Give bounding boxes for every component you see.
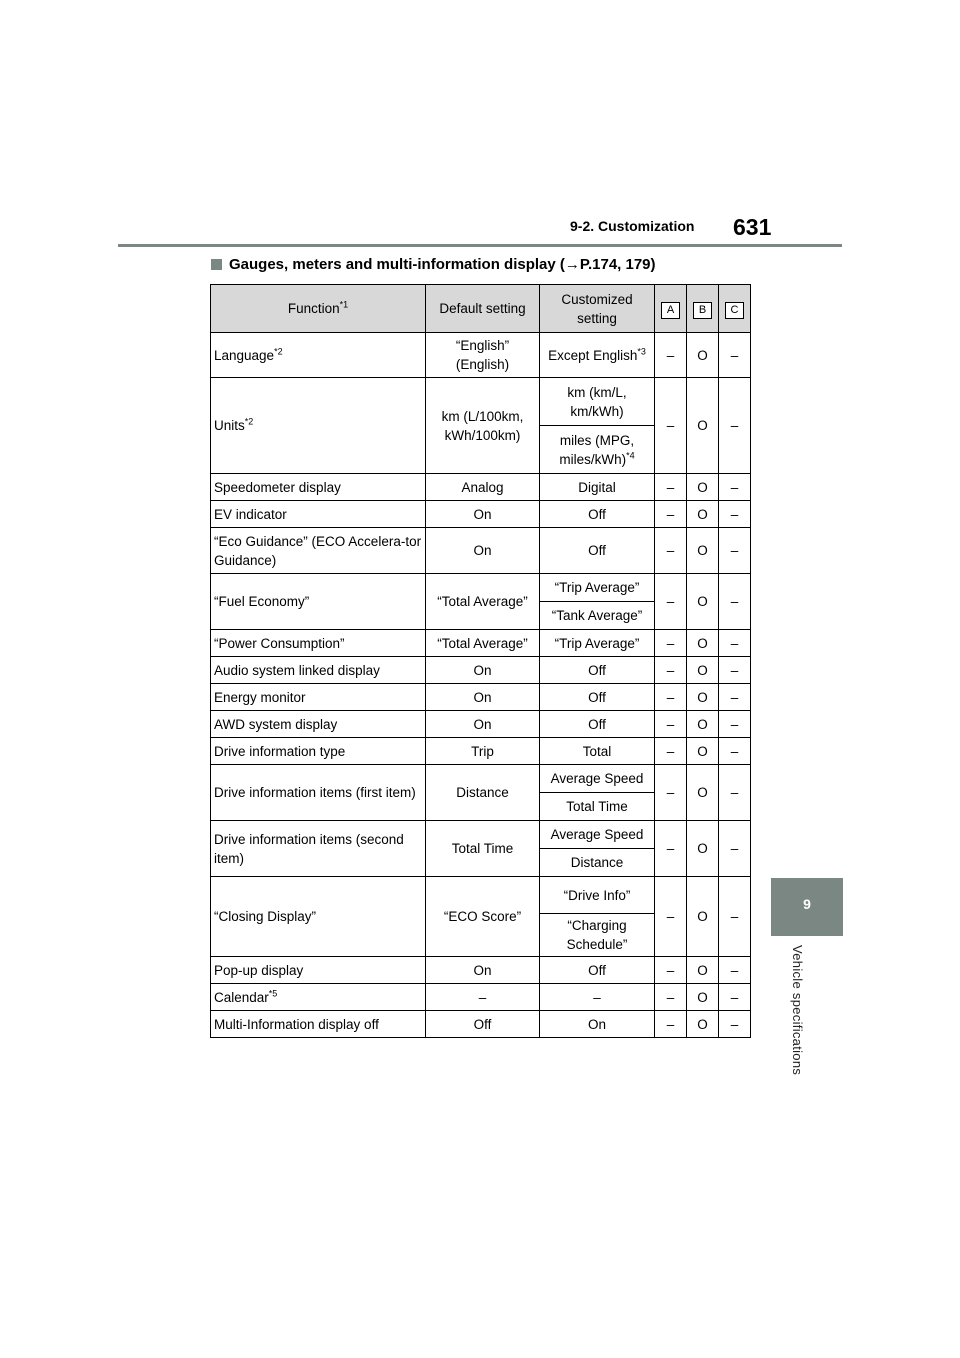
cell-default: On — [426, 684, 540, 711]
xref-arrow-icon: → — [564, 256, 580, 273]
cell-function: “Power Consumption” — [211, 630, 426, 657]
cell-b: O — [687, 711, 719, 738]
cell-a: – — [655, 333, 687, 378]
cell-b: O — [687, 684, 719, 711]
cell-default: Distance — [426, 765, 540, 821]
table-header-row — [211, 285, 751, 333]
cell-b: O — [687, 333, 719, 378]
table-row — [211, 711, 751, 738]
cell-c: – — [719, 1011, 751, 1038]
table-row — [211, 474, 751, 501]
cell-a: – — [655, 1011, 687, 1038]
cell-function: “Closing Display” — [211, 877, 426, 957]
cell-customized: On — [540, 1011, 655, 1038]
cell-customized: Off — [540, 711, 655, 738]
cell-a: – — [655, 630, 687, 657]
cell-a: – — [655, 378, 687, 474]
cell-c: – — [719, 333, 751, 378]
cell-b: O — [687, 877, 719, 957]
page-number: 631 — [733, 214, 772, 240]
cell-customized: Off — [540, 528, 655, 574]
cell-b: O — [687, 630, 719, 657]
heading-page-ref[interactable]: P.174, 179) — [579, 256, 656, 273]
table-row — [211, 765, 751, 793]
table-row — [211, 877, 751, 914]
cell-function: Drive information items (first item) — [211, 765, 426, 821]
cell-default: – — [426, 984, 540, 1011]
cell-b: O — [687, 657, 719, 684]
section-title: 9-2. Customization — [570, 218, 695, 234]
cell-a: – — [655, 574, 687, 630]
cell-customized: – — [540, 984, 655, 1011]
cell-default: On — [426, 957, 540, 984]
cell-customized: Average Speed — [540, 765, 655, 793]
cell-c: – — [719, 378, 751, 474]
cell-customized: Off — [540, 957, 655, 984]
cell-b: O — [687, 474, 719, 501]
cell-c: – — [719, 821, 751, 877]
cell-default: “English” (English) — [426, 333, 540, 378]
cell-a: – — [655, 738, 687, 765]
cell-a: – — [655, 684, 687, 711]
heading-bullet-icon — [211, 259, 222, 270]
cell-a: – — [655, 877, 687, 957]
cell-c: – — [719, 765, 751, 821]
cell-c: – — [719, 877, 751, 957]
cell-a: – — [655, 501, 687, 528]
table-row — [211, 630, 751, 657]
cell-customized: Digital — [540, 474, 655, 501]
cell-customized: Off — [540, 501, 655, 528]
chapter-title: Vehicle specifications — [790, 945, 805, 1076]
cell-b: O — [687, 984, 719, 1011]
cell-function: Pop-up display — [211, 957, 426, 984]
cell-a: – — [655, 765, 687, 821]
cell-c: – — [719, 474, 751, 501]
table-row — [211, 821, 751, 849]
cell-b: O — [687, 765, 719, 821]
header-divider — [118, 244, 842, 247]
table-row — [211, 984, 751, 1011]
cell-default: “Total Average” — [426, 630, 540, 657]
heading-text: Gauges, meters and multi-information display ( — [229, 256, 565, 273]
cell-b: O — [687, 501, 719, 528]
cell-b: O — [687, 378, 719, 474]
cell-default: “ECO Score” — [426, 877, 540, 957]
cell-function: Calendar$^{*5}$ — [211, 984, 426, 1011]
cell-customized: “Trip Average” — [540, 630, 655, 657]
table-row — [211, 528, 751, 574]
cell-a: – — [655, 984, 687, 1011]
cell-default: Total Time — [426, 821, 540, 877]
cell-c: – — [719, 738, 751, 765]
cell-customized: Total Time — [540, 793, 655, 821]
section-heading — [211, 256, 656, 273]
cell-c: – — [719, 528, 751, 574]
table-row — [211, 657, 751, 684]
cell-function: EV indicator — [211, 501, 426, 528]
cell-customized: km (km/L, km/kWh) — [540, 378, 655, 426]
cell-function: Language$^{*2}$ — [211, 333, 426, 378]
cell-a: – — [655, 711, 687, 738]
chapter-tab — [771, 878, 843, 936]
col-header-default: Default setting — [426, 285, 540, 333]
cell-c: – — [719, 501, 751, 528]
cell-function: Audio system linked display — [211, 657, 426, 684]
table-row — [211, 957, 751, 984]
cell-function: Drive information type — [211, 738, 426, 765]
cell-customized: Average Speed — [540, 821, 655, 849]
cell-customized: Off — [540, 657, 655, 684]
table-body — [211, 333, 751, 1038]
cell-default: “Total Average” — [426, 574, 540, 630]
cell-function: “Fuel Economy” — [211, 574, 426, 630]
cell-a: – — [655, 474, 687, 501]
cell-customized: Total — [540, 738, 655, 765]
cell-b: O — [687, 574, 719, 630]
cell-function: Speedometer display — [211, 474, 426, 501]
cell-c: – — [719, 957, 751, 984]
cell-customized: “Trip Average” — [540, 574, 655, 602]
cell-a: – — [655, 821, 687, 877]
cell-function: AWD system display — [211, 711, 426, 738]
cell-c: – — [719, 630, 751, 657]
cell-b: O — [687, 957, 719, 984]
cell-c: – — [719, 684, 751, 711]
cell-b: O — [687, 821, 719, 877]
col-header-c: C — [719, 285, 751, 333]
cell-a: – — [655, 657, 687, 684]
table-row — [211, 684, 751, 711]
col-header-b: B — [687, 285, 719, 333]
cell-function: Drive information items (second item) — [211, 821, 426, 877]
table-row — [211, 501, 751, 528]
cell-c: – — [719, 711, 751, 738]
cell-customized: miles (MPG, miles/kWh)$^{*4}$ — [540, 426, 655, 474]
table-row — [211, 333, 751, 378]
cell-default: km (L/100km, kWh/100km) — [426, 378, 540, 474]
cell-c: – — [719, 984, 751, 1011]
cell-customized: Distance — [540, 849, 655, 877]
col-header-a: A — [655, 285, 687, 333]
cell-function: Units$^{*2}$ — [211, 378, 426, 474]
cell-customized: “Drive Info” — [540, 877, 655, 914]
cell-default: Off — [426, 1011, 540, 1038]
customization-table — [210, 284, 751, 1038]
cell-function: “Eco Guidance” (ECO Accelera-tor Guidance) — [211, 528, 426, 574]
cell-default: Analog — [426, 474, 540, 501]
table-row — [211, 574, 751, 602]
cell-customized: “Tank Average” — [540, 602, 655, 630]
cell-a: – — [655, 957, 687, 984]
table-row — [211, 738, 751, 765]
cell-b: O — [687, 738, 719, 765]
cell-c: – — [719, 657, 751, 684]
cell-default: On — [426, 657, 540, 684]
cell-function: Multi-Information display off — [211, 1011, 426, 1038]
cell-function: Energy monitor — [211, 684, 426, 711]
cell-default: On — [426, 711, 540, 738]
cell-c: – — [719, 574, 751, 630]
cell-a: – — [655, 528, 687, 574]
cell-default: On — [426, 528, 540, 574]
table-row — [211, 378, 751, 426]
cell-customized: “Charging Schedule” — [540, 914, 655, 957]
cell-default: Trip — [426, 738, 540, 765]
col-header-customized: Customized setting — [540, 285, 655, 333]
cell-default: On — [426, 501, 540, 528]
col-header-function: Function$^{*1}$ — [211, 285, 426, 333]
chapter-number: 9 — [803, 896, 811, 912]
cell-b: O — [687, 528, 719, 574]
cell-customized: Off — [540, 684, 655, 711]
cell-b: O — [687, 1011, 719, 1038]
table-row — [211, 1011, 751, 1038]
cell-customized: Except English$^{*3}$ — [540, 333, 655, 378]
